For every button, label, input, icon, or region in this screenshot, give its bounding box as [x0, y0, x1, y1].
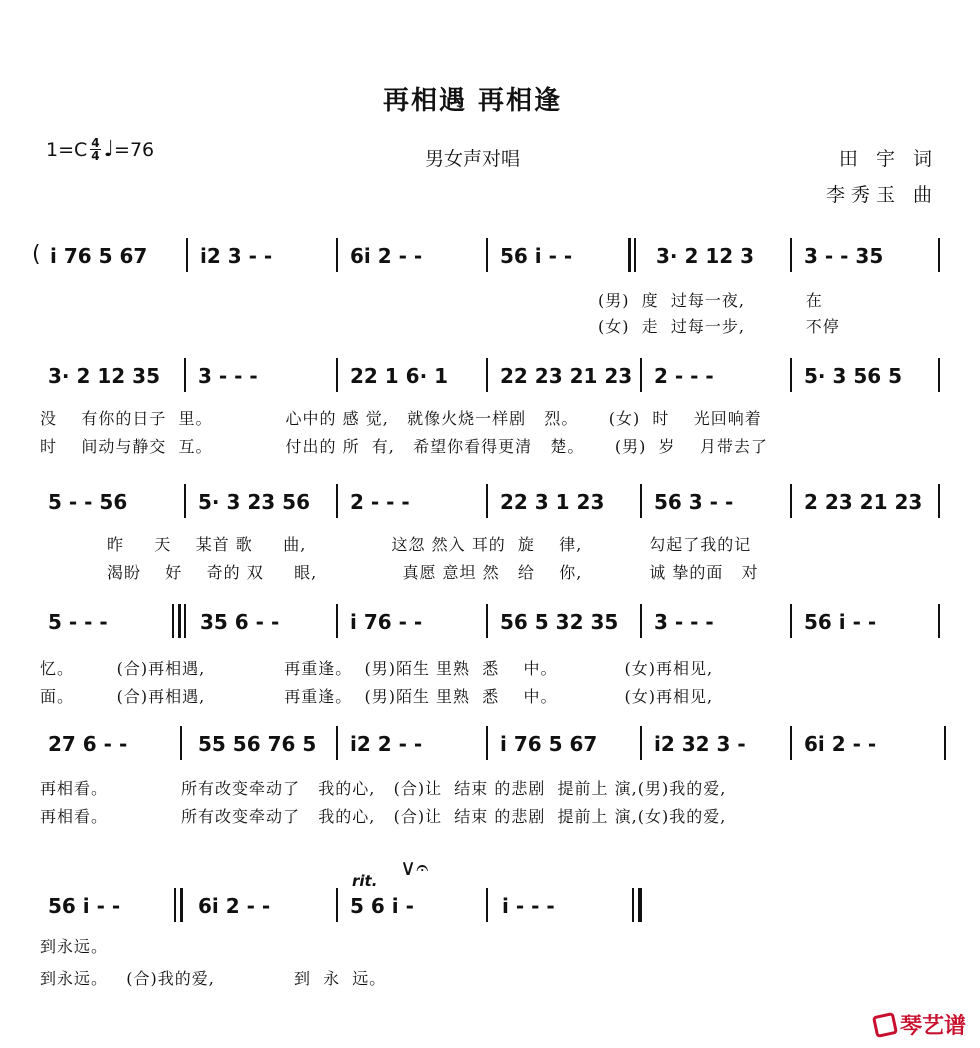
repeat-barline — [178, 604, 181, 638]
lyric-line: 时 间动与静交 互。 付出的 所 有, 希望你看得更清 楚。 (男) 岁 月带去了 — [40, 437, 768, 456]
measure: 2 23 21 23 — [804, 490, 923, 514]
logo-text: 琴艺谱 — [899, 1014, 966, 1039]
tempo-note-icon: ♩ — [103, 137, 115, 162]
time-top: 4 — [91, 136, 100, 150]
score-row-5 — [0, 720, 980, 768]
score-row-1 — [0, 232, 980, 280]
repeat-barline — [184, 604, 186, 638]
repeat-barline — [634, 238, 636, 272]
measure: i 76 - - — [350, 610, 423, 634]
barline — [944, 726, 946, 760]
lyric-line: 渴盼 好 奇的 双 眼, 真愿 意坦 然 给 你, 诚 挚的面 对 — [40, 563, 759, 582]
measure: 2 - - - — [350, 490, 410, 514]
measure: 22 23 21 23 — [500, 364, 633, 388]
barline — [938, 604, 940, 638]
score-row-2 — [0, 352, 980, 400]
lyric-line: 忆。 (合)再相遇, 再重逢。 (男)陌生 里熟 悉 中。 (女)再相见, — [40, 659, 714, 678]
measure: 5· 3 23 56 — [198, 490, 310, 514]
measure: 3· 2 12 35 — [48, 364, 160, 388]
measure: 3· 2 12 3 — [656, 244, 755, 268]
final-barline — [632, 888, 634, 922]
measure: 5· 3 56 5 — [804, 364, 903, 388]
repeat-barline — [628, 238, 631, 272]
lyric-line: (女) 走 过每一步, 不停 — [598, 317, 840, 336]
lyric-line: 面。 (合)再相遇, 再重逢。 (男)陌生 里熟 悉 中。 (女)再相见, — [40, 687, 714, 706]
logo-mark-icon — [872, 1011, 898, 1037]
lyric-line: 到永远。 (合)我的爱, 到 永 远。 — [40, 969, 387, 988]
measure: 56 5 32 35 — [500, 610, 619, 634]
composer-credit: 李秀玉 曲 — [825, 184, 938, 206]
final-barline — [638, 888, 642, 922]
lyric-line: 没 有你的日子 里。 心中的 感 觉, 就像火烧一样剧 烈。 (女) 时 光回响着 — [40, 409, 762, 428]
barline — [938, 238, 940, 272]
measure: 27 6 - - — [48, 732, 128, 756]
barline — [180, 726, 182, 760]
measure: 5 - - - — [48, 610, 108, 634]
measure: 35 6 - - — [200, 610, 280, 634]
measure: 56 i - - — [48, 894, 121, 918]
measure: 22 1 6· 1 — [350, 364, 449, 388]
measure: i2 32 3 - — [654, 732, 746, 756]
repeat-barline — [174, 888, 176, 922]
lyric-line: 昨 天 某首 歌 曲, 这忽 然入 耳的 旋 律, 勾起了我的记 — [40, 535, 752, 554]
measure: 56 3 - - — [654, 490, 734, 514]
measure: 5 6 i - — [350, 894, 414, 918]
lyric-line: (男) 度 过每一夜, 在 — [598, 291, 823, 310]
measure: 22 3 1 23 — [500, 490, 605, 514]
song-subtitle: 男女声对唱 — [424, 148, 520, 170]
repeat-barline — [172, 604, 174, 638]
breath-fermata-icon: ∨𝄐 — [400, 856, 429, 881]
rit-marking: rit. — [352, 872, 378, 890]
song-title: 再相遇 再相逢 — [382, 86, 563, 116]
lyric-line: 再相看。 所有改变牵动了 我的心, (合)让 结束 的悲剧 提前上 演,(男)我的爱, — [40, 779, 727, 798]
measure: 55 56 76 5 — [198, 732, 317, 756]
lyricist-credit: 田 宇 词 — [838, 148, 938, 170]
measure: i2 2 - - — [350, 732, 423, 756]
measure: 56 i - - — [804, 610, 877, 634]
measure: 3 - - - — [654, 610, 714, 634]
measure: i 76 5 67 — [500, 732, 598, 756]
time-bottom: 4 — [91, 149, 100, 163]
measure: 56 i - - — [500, 244, 573, 268]
site-logo — [874, 1009, 966, 1040]
measure: 6i 2 - - — [350, 244, 423, 268]
measure: 2 - - - — [654, 364, 714, 388]
score-row-4 — [0, 598, 980, 646]
measure: 6i 2 - - — [198, 894, 271, 918]
repeat-barline — [180, 888, 183, 922]
intro-paren: ( — [32, 242, 41, 267]
lyric-line: 到永远。 — [40, 937, 109, 956]
measure: 5 - - 56 — [48, 490, 128, 514]
measure: i 76 5 67 — [50, 244, 148, 268]
measure: 6i 2 - - — [804, 732, 877, 756]
measure: 3 - - 35 — [804, 244, 884, 268]
tempo-value: =76 — [114, 138, 155, 161]
measure: i2 3 - - — [200, 244, 273, 268]
measure: i - - - — [502, 894, 555, 918]
barline — [486, 888, 488, 922]
barline — [938, 358, 940, 392]
key-text: 1=C — [46, 138, 88, 161]
score-row-6 — [0, 882, 980, 930]
score-row-3 — [0, 478, 980, 526]
measure: 3 - - - — [198, 364, 258, 388]
lyric-line: 再相看。 所有改变牵动了 我的心, (合)让 结束 的悲剧 提前上 演,(女)我的爱, — [40, 807, 727, 826]
barline — [938, 484, 940, 518]
